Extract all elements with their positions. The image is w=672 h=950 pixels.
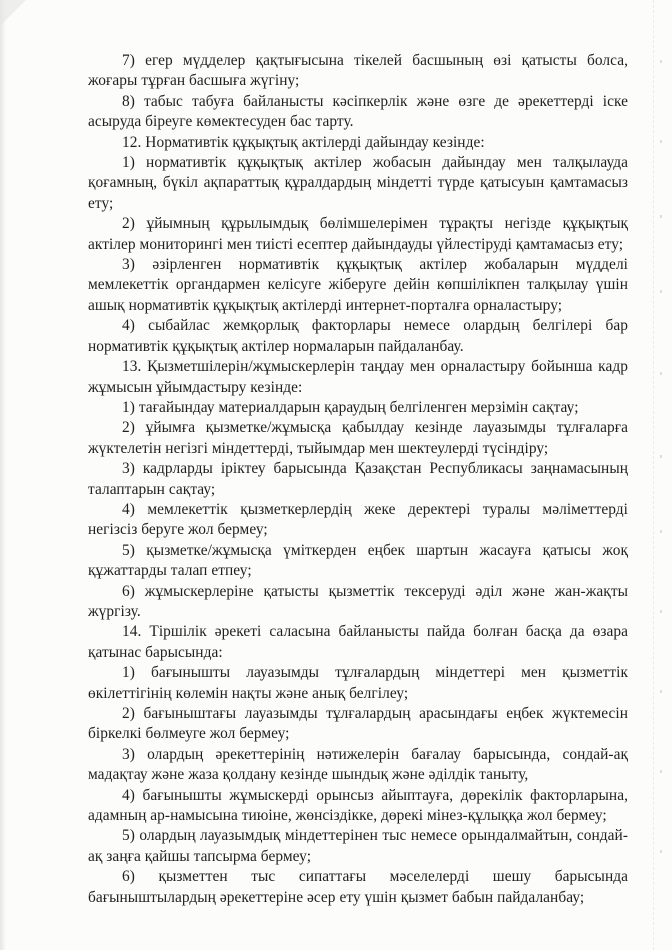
paragraph: 5) олардың лауазымдық міндеттерінен тыс немесе орындалмайтын, сондай-ақ заңға қайшы тапсырма бермеу;	[88, 827, 628, 865]
paragraph: 4) бағынышты жұмыскерді орынсыз айыптауға, дөрекілік факторларына, адамның ар-намысына тиюіне, жөнсіздікке, дөрекі мінез-құлыққа жол бермеу;	[88, 786, 628, 825]
paragraph: 8) табыс табуға байланысты кәсіпкерлік және өзге де әрекеттерді іске асыруда біреуге көмектесуден бас тарту.	[88, 92, 628, 131]
paragraph: 2) ұйымның құрылымдық бөлімшелерімен тұрақты негізде құқықтық актілер мониторингі мен тиісті есептер дайындауды үйлестіруді қамтамасыз ету;	[88, 215, 628, 253]
paragraph: 7) егер мүдделер қақтығысына тікелей басшының өзі қатысты болса, жоғары тұрған басшыға жүгіну;	[88, 52, 628, 90]
paragraph: 1) бағынышты лауазымды тұлғалардың міндеттері мен қызметтік өкілеттігінің көлемін нақты және анық белгілеу;	[88, 664, 628, 702]
paragraph: 5) қызметке/жұмысқа үміткерден еңбек шартын жасауға қатысы жоқ құжаттарды талап етпеу;	[88, 541, 628, 580]
paragraph: 4) сыбайлас жемқорлық факторлары немесе олардың белгілері бар нормативтік құқықтық актілер нормаларын пайдаланбау.	[88, 317, 628, 355]
paragraph: 3) әзірленген нормативтік құқықтық актілер жобаларын мүдделі мемлекеттік органдармен келісуге жіберуге дейін көпшілікпен талқылау үшін ашық нормативтік құқықтық актілерді интернет-порталға орналастыру;	[88, 256, 628, 314]
bleed-through-margin	[653, 0, 668, 950]
document-body	[88, 51, 628, 908]
paragraph: 4) мемлекеттік қызметкерлердің жеке деректері туралы мәліметтерді негізсіз беруге жол бермеу;	[88, 500, 628, 539]
paragraph: 1) нормативтік құқықтық актілер жобасын дайындау мен талқылауда қоғамның, бүкіл ақпараттық құралдардың міндетті түрде қатысуын қамтамасыз ету;	[88, 154, 628, 212]
section-heading: 14. Тіршілік әрекеті саласына байланысты пайда болған басқа да өзара қатынас барысында:	[88, 623, 628, 661]
section-heading: 12. Нормативтік құқықтық актілерді дайындау кезінде:	[122, 133, 485, 151]
paragraph: 3) олардың әрекеттерінің нәтижелерін бағалау барысында, сондай-ақ мадақтау және жаза қолдану кезінде шындық және әділдік таныту,	[88, 745, 628, 784]
paragraph: 6) жұмыскерлеріне қатысты қызметтік тексеруді әділ және жан-жақты жүргізу.	[88, 582, 628, 620]
paragraph: 6) қызметтен тыс сипаттағы мәселелерді шешу барысында бағыныштылардың әрекеттеріне әсер ету үшін қызмет бабын пайдаланбау;	[88, 868, 628, 906]
paragraph: 2) ұйымға қызметке/жұмысқа қабылдау кезінде лауазымды тұлғаларға жүктелетін негізгі міндеттерді, тыйымдар мен шектеулерді түсіндіру;	[88, 419, 628, 457]
section-heading: 13. Қызметшілерін/жұмыскерлерін таңдау мен орналастыру бойынша кадр жұмысын ұйымдастыру кезінде:	[88, 358, 628, 396]
paragraph: 1) тағайындау материалдарын қараудың белгіленген мерзімін сақтау;	[122, 398, 579, 416]
paragraph: 3) кадрларды іріктеу барысында Қазақстан Республикасы заңнамасының талаптарын сақтау;	[88, 460, 628, 498]
paragraph: 2) бағыныштағы лауазымды тұлғалардың арасындағы еңбек жүктемесін біркелкі бөлмеуге жол бермеу;	[88, 705, 628, 743]
scan-edge-shadow	[0, 0, 6, 950]
